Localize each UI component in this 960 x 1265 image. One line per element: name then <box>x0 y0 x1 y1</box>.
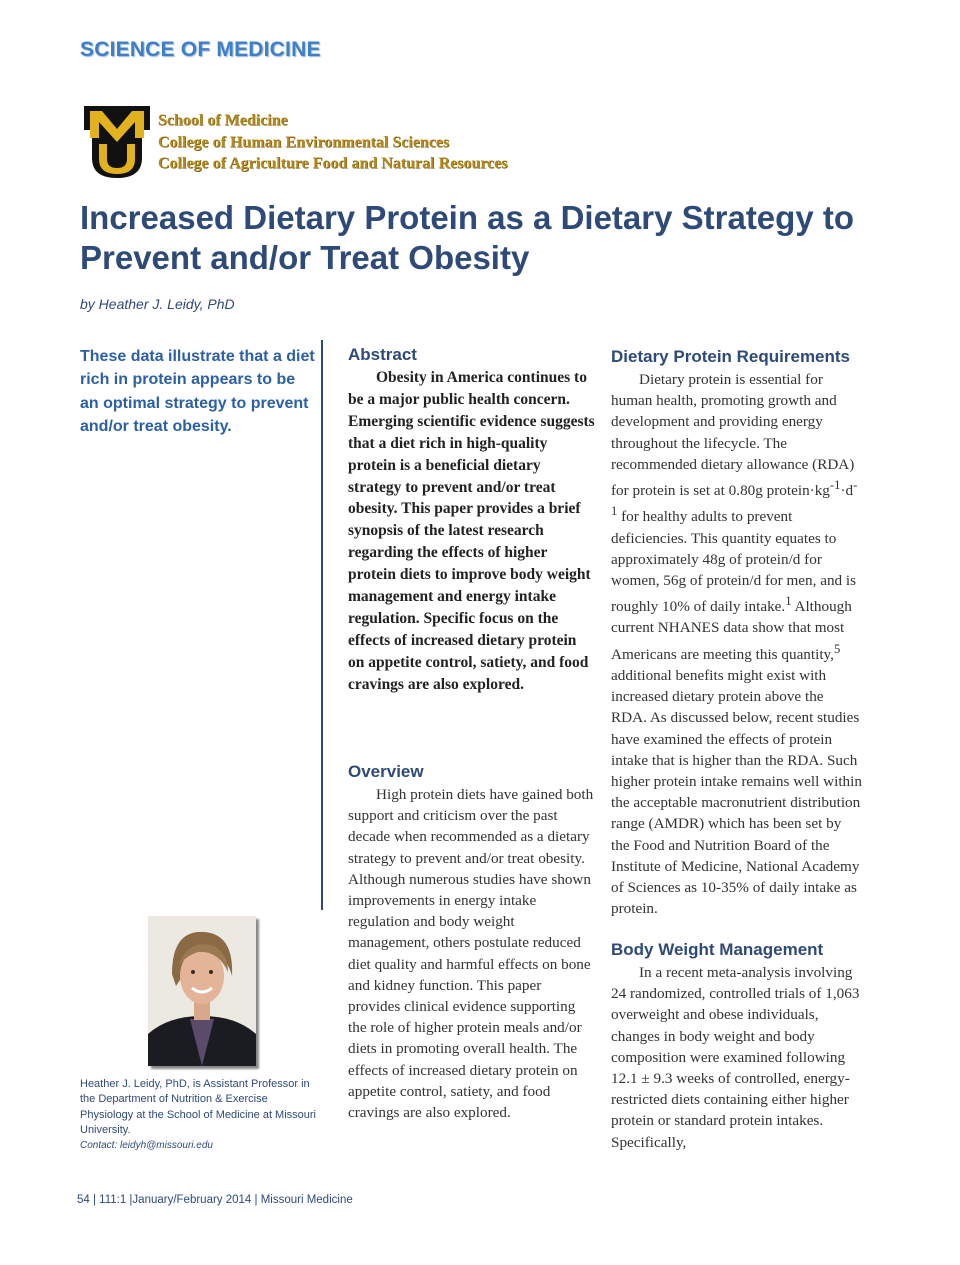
column-divider <box>321 340 323 910</box>
protein-requirements-section <box>611 347 863 919</box>
overview-section <box>348 762 596 1123</box>
protein-requirements-text <box>611 369 863 919</box>
protein-sup-1: -1 <box>829 478 841 493</box>
author-bio <box>80 1077 320 1153</box>
protein-sup-2: -1 <box>611 478 858 519</box>
mu-line-2: College of Human Environmental Sciences <box>158 133 450 151</box>
page-footer: 54 | 111:1 |January/February 2014 | Missouri Medicine <box>77 1194 353 1206</box>
abstract-heading: Abstract <box>348 345 417 364</box>
protein-text-part-1: Dietary protein is essential for human health, promoting growth and development and providing energy throughout the lifecycle. The recommended dietary allowance (RDA) for protein is set at 0.80g protein·kg <box>611 371 855 500</box>
protein-text-part-3: for healthy adults to prevent deficiencies. This quantity equates to approximately 48g of protein/d for women, 56g of protein/d for men, and is roughly 10% of daily intake. <box>611 508 857 616</box>
body-weight-section <box>611 940 863 1153</box>
article-title: Increased Dietary Protein as a Dietary Strategy to Prevent and/or Treat Obesity <box>80 199 854 276</box>
logo-letters: MU <box>117 181 119 182</box>
mu-line-1: School of Medicine <box>158 112 288 129</box>
author-bio-text: Heather J. Leidy, PhD, is Assistant Professor in the Department of Nutrition & Exercise Physiology at the School of Medicine at Missouri University. <box>80 1078 317 1136</box>
protein-sup-3: 1 <box>785 594 792 609</box>
protein-text-part-2: ·d <box>840 482 854 500</box>
body-weight-heading: Body Weight Management <box>611 940 824 959</box>
protein-text-part-4: Although current NHANES data show that most Americans are meeting this quantity, <box>611 598 852 663</box>
author-contact: Contact: leidyh@missouri.edu <box>80 1140 213 1152</box>
protein-text-part-5: additional benefits might exist with increased dietary protein above the RDA. As discussed below, recent studies have examined the effects of protein intake that is higher than the RDA. Such higher protein intake remains well within the acceptable macronutrient distribution range (AMDR) which has been set by the Food and Nutrition Board of the Institute of Medicine, National Academy of Sciences as 10-35% of daily intake as protein. <box>611 666 862 918</box>
abstract-section <box>348 345 596 696</box>
body-weight-text: In a recent meta-analysis involving 24 randomized, controlled trials of 1,063 overweight and obese individuals, changes in body weight and body composition were examined following 12.1 ± 9.3 weeks of controlled, energy-restricted diets containing either higher protein or standard protein intakes. Specifically, <box>611 964 860 1151</box>
byline: by Heather J. Leidy, PhD <box>80 296 235 312</box>
mu-college-list <box>158 110 508 175</box>
mu-logo <box>80 102 154 182</box>
author-photo <box>148 916 256 1066</box>
protein-sup-4: 5 <box>833 641 841 656</box>
section-tag: SCIENCE OF MEDICINE <box>80 38 321 61</box>
overview-heading: Overview <box>348 762 424 781</box>
overview-text: High protein diets have gained both support and criticism over the past decade when recommended as a dietary strategy to prevent and/or treat obesity. Although numerous studies have shown improvements in energy intake regulation and body weight management, others postulate reduced diet quality and harmful effects on bone and kidney function. This paper provides clinical evidence supporting the role of higher protein meals and/or diets in promoting overall health. The effects of increased dietary protein on appetite control, satiety, and food cravings are also explored. <box>348 786 594 1122</box>
protein-requirements-heading: Dietary Protein Requirements <box>611 347 851 366</box>
abstract-text: Obesity in America continues to be a major public health concern. Emerging scientific evidence suggests that a diet rich in high-quality protein is a beneficial dietary strategy to prevent and/or treat obesity. This paper provides a brief synopsis of the latest research regarding the effects of higher protein diets to improve body weight management and energy intake regulation. Specific focus on the effects of increased dietary protein on appetite control, satiety, and food cravings are also explored. <box>348 369 595 693</box>
mu-line-3: College of Agriculture Food and Natural Resources <box>158 155 508 172</box>
pull-quote: These data illustrate that a diet rich in protein appears to be an optimal strategy to prevent and/or treat obesity. <box>80 348 315 435</box>
